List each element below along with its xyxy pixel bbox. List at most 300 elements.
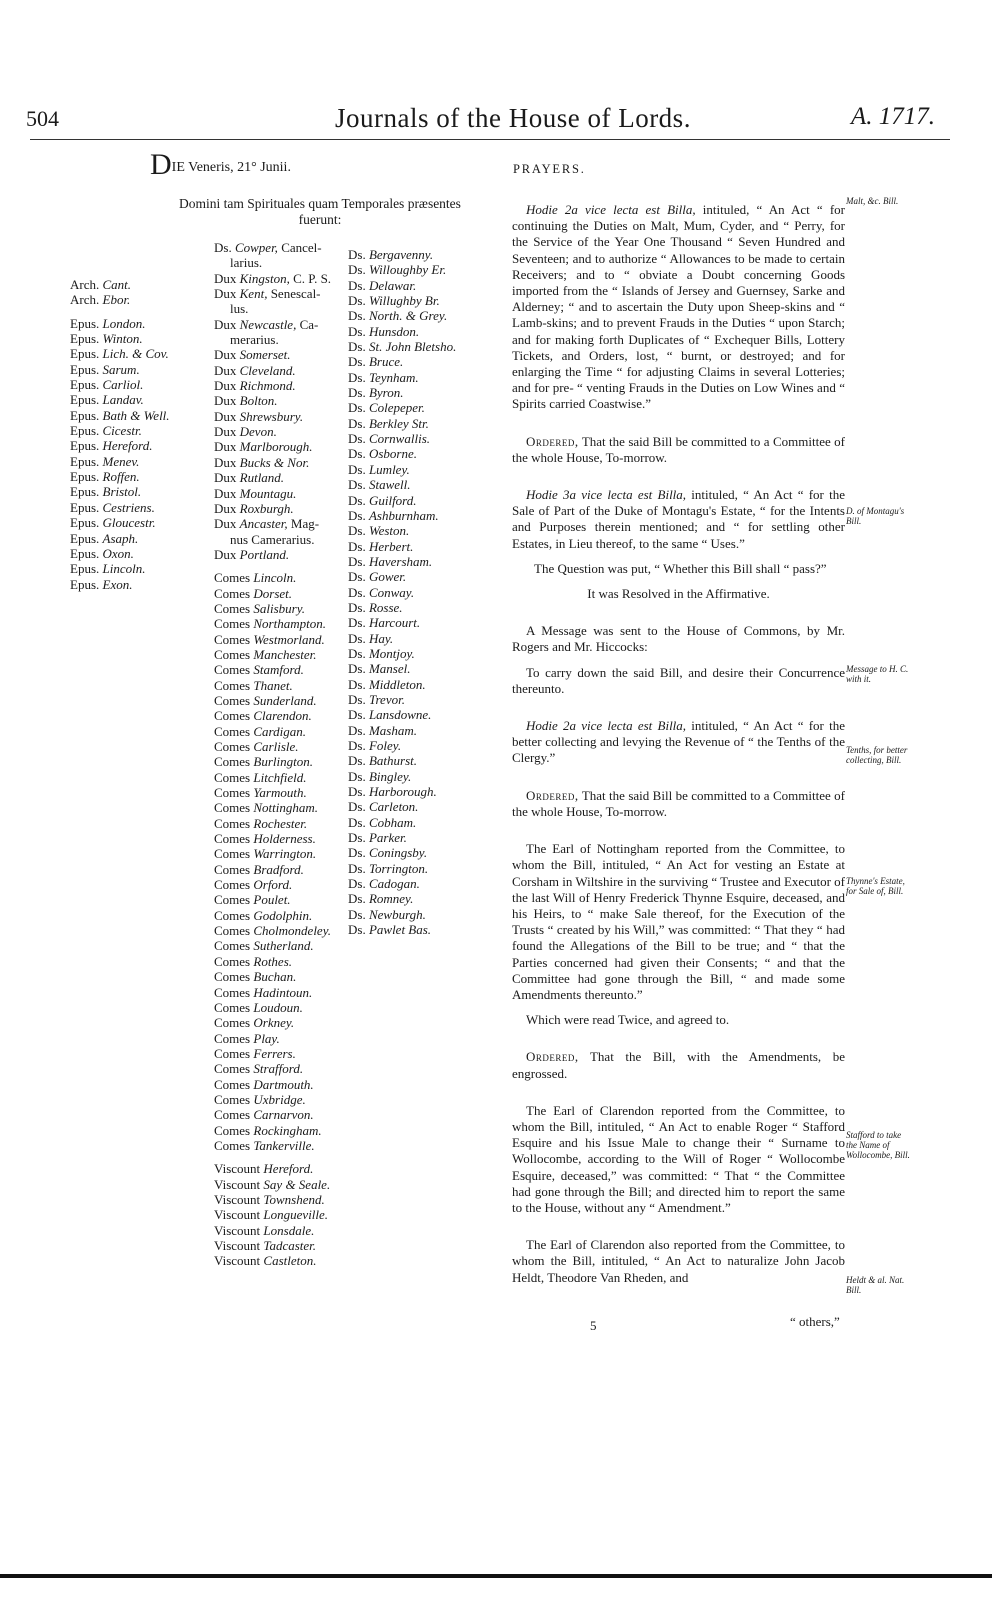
read-twice-line: Which were read Twice, and agreed to.	[526, 1012, 730, 1028]
peer-entry	[214, 363, 359, 378]
peer-entry	[348, 769, 488, 784]
message-paragraph: A Message was sent to the House of Commons, by Mr. Rogers and Mr. Hiccocks:	[512, 623, 845, 655]
peer-title: Ds.	[348, 906, 369, 922]
peer-title: Viscount	[214, 1207, 264, 1223]
peer-name: Newburgh.	[368, 906, 426, 922]
peer-name: Cobham.	[368, 814, 417, 830]
peer-office: lus.	[230, 301, 249, 317]
peer-name: Holderness.	[253, 831, 316, 847]
peer-title: Comes	[214, 800, 254, 816]
peer-title: Comes	[214, 646, 254, 662]
resolved-line: It was Resolved in the Affirmative.	[587, 586, 770, 602]
peer-name: Ancaster,	[239, 516, 288, 532]
peer-title: Ds.	[348, 860, 369, 876]
peer-entry	[348, 508, 488, 523]
peer-title: Comes	[214, 785, 254, 801]
peer-title: Ds.	[348, 630, 369, 646]
peer-title: Comes	[214, 999, 254, 1015]
peer-title: Comes	[214, 662, 254, 678]
peer-name: Bolton.	[239, 393, 278, 409]
page-title: Journals of the House of Lords.	[335, 103, 691, 133]
peer-entry	[348, 723, 488, 738]
peer-title: Epus.	[70, 561, 103, 577]
peer-name: Carlisle.	[253, 739, 299, 754]
margin-note-malt: Malt, &c. Bill.	[846, 196, 899, 206]
peer-name: Say & Seale.	[263, 1176, 331, 1192]
peer-entry	[348, 815, 488, 830]
peer-title: Viscount	[214, 1238, 264, 1253]
peer-name: Orkney.	[253, 1015, 295, 1031]
peer-entry	[214, 678, 359, 693]
peer-title: Comes	[214, 1076, 254, 1092]
peer-title: Epus.	[70, 530, 103, 546]
ordered-paragraph-3	[512, 1049, 845, 1081]
peer-title: Ds.	[348, 722, 369, 738]
peer-title: Ds.	[348, 891, 369, 907]
peer-name: Oxon.	[102, 545, 134, 561]
peer-title: Epus.	[70, 576, 103, 592]
header-rule	[30, 139, 950, 140]
peer-entry	[214, 393, 359, 408]
peer-entry	[214, 662, 359, 677]
peer-office: Mag-	[287, 516, 320, 532]
peer-title: Ds.	[348, 645, 369, 661]
peer-name: Ferrers.	[253, 1045, 296, 1061]
peer-title: Comes	[214, 892, 254, 908]
peer-title: Ds.	[348, 415, 369, 431]
peer-entry	[214, 1000, 359, 1015]
peer-entry	[214, 892, 359, 907]
margin-note-montagu: D. of Montagu's Bill.	[846, 506, 905, 526]
peer-title: Viscount	[214, 1176, 264, 1192]
peer-title: Comes	[214, 585, 254, 601]
peer-name: Hunsdon.	[368, 323, 420, 339]
peer-entry	[70, 577, 220, 592]
peer-entry	[348, 278, 488, 293]
peer-title: Comes	[214, 861, 254, 877]
peer-title: Comes	[214, 815, 254, 831]
peer-entry	[214, 455, 359, 470]
peer-entry	[348, 477, 488, 492]
peer-entry	[214, 785, 359, 800]
peer-name: Roxburgh.	[239, 500, 294, 516]
peer-name: Delawar.	[368, 277, 417, 293]
peer-title: Ds.	[348, 523, 369, 539]
peer-name: Northampton.	[253, 616, 326, 632]
peer-title: Ds.	[348, 876, 369, 892]
peer-name: Carliol.	[102, 377, 144, 393]
peer-name: Cant.	[102, 277, 132, 292]
peer-entry	[214, 724, 359, 739]
peer-title: Ds.	[348, 676, 369, 692]
peer-title: Ds.	[348, 339, 369, 355]
peer-name: Loudoun.	[253, 999, 303, 1015]
peer-office: larius.	[230, 255, 263, 271]
peer-entry	[214, 938, 359, 953]
peer-entry	[348, 554, 488, 569]
peer-name: Rochester.	[253, 815, 308, 831]
peer-name: Castleton.	[263, 1253, 317, 1269]
peer-name: Marlborough.	[239, 439, 313, 455]
peer-name: Teynham.	[368, 369, 419, 385]
peer-entry	[214, 1192, 359, 1207]
peer-entry	[348, 907, 488, 922]
peer-title: Comes	[214, 1030, 254, 1046]
peer-title: Epus.	[70, 423, 103, 439]
peer-entry	[214, 831, 359, 846]
peer-entry	[214, 1223, 359, 1238]
peer-title: Ds.	[348, 661, 369, 677]
peer-title: Comes	[214, 969, 254, 985]
list-gap	[70, 308, 220, 316]
peer-title: Viscount	[214, 1222, 264, 1238]
peer-entry	[348, 262, 488, 277]
peer-name: Exon.	[102, 576, 133, 592]
peer-title: Comes	[214, 769, 254, 785]
peer-title: Ds.	[348, 262, 369, 278]
malt-bill-paragraph	[512, 202, 845, 413]
peer-title: Dux	[214, 270, 240, 286]
peer-entry	[348, 569, 488, 584]
heldt-report-paragraph: The Earl of Clarendon also reported from the Committee, to whom the Bill, intituled, “ An Act to naturalize John Jacob Heldt, Theodore Van Rheden, and	[512, 1237, 845, 1285]
peer-entry	[348, 845, 488, 860]
peer-title: Ds.	[348, 553, 369, 569]
peer-title: Dux	[214, 378, 240, 394]
peer-entry	[214, 317, 359, 332]
peer-name: Landav.	[102, 392, 144, 408]
peer-title: Comes	[214, 953, 254, 969]
bottom-rule	[0, 1574, 992, 1578]
peer-title: Dux	[214, 454, 240, 470]
peer-name: Sunderland.	[253, 692, 317, 708]
peer-name: Cornwallis.	[368, 431, 430, 447]
peer-name: Harcourt.	[368, 615, 421, 631]
peer-name: Gloucestr.	[102, 515, 156, 531]
peer-entry	[214, 486, 359, 501]
peer-title: Ds.	[348, 707, 369, 723]
peer-name: Montjoy.	[368, 645, 415, 661]
peer-entry	[348, 646, 488, 661]
peer-name: Stamford.	[253, 662, 304, 678]
peer-entry	[348, 324, 488, 339]
peer-title: Ds.	[348, 385, 369, 401]
peer-title: Ds.	[348, 431, 369, 447]
peer-title: Epus.	[70, 438, 103, 454]
peer-entry	[70, 484, 220, 499]
peer-entry	[214, 532, 359, 547]
peer-entry	[70, 515, 220, 530]
dukes-earls-column	[214, 240, 359, 1269]
date-text: IE Veneris, 21° Junii.	[171, 160, 291, 175]
peer-name: St. John Bletsho.	[368, 339, 457, 355]
malt-bill-text: intituled, “ An Act “ for continuing the Duties on Malt, Mum, Cyder, and “ Perry, for the Service of the Year One Thousand “ Seven Hundred and Seventeen; and to authorize “ Allowances to be made to certain Receivers; and to “ obviate a Doubt concerning Goods imported from the “ Islands of Jersey and Guernsey, Sarke and Alderney; “ and to ascertain the Duty upon Sheep-skins and “ Lamb-skins; and to prevent Frauds in the Duties “ upon Starch; and for making forth Duplicates of “ Exchequer Bills, Lottery Tickets, and Orders, lost, “ burnt, or destroyed; and for enlarging the Time “ for adjusting Claims in several Lotteries; and for pre- “ venting Frauds in the Duties on Low Wines and “ Spirits carried Coastwise.”	[512, 202, 845, 412]
peer-title: Epus.	[70, 407, 103, 423]
peer-name: Cicestr.	[102, 423, 142, 439]
latin-phrase: Hodie 2a vice lecta est Billa,	[526, 202, 696, 217]
peer-entry	[70, 423, 220, 438]
peer-name: Townshend.	[263, 1191, 325, 1207]
peer-name: Bingley.	[368, 768, 412, 784]
peer-title: Viscount	[214, 1161, 264, 1177]
peer-title: Dux	[214, 408, 240, 424]
peer-entry	[348, 400, 488, 415]
peer-entry	[214, 862, 359, 877]
peer-office: nus Camerarius.	[230, 531, 315, 547]
peer-title: Dux	[214, 516, 240, 532]
peer-office: C. P. S.	[289, 270, 332, 286]
stafford-report-paragraph: The Earl of Clarendon reported from the Committee, to whom the Bill, intituled, “ An Act to enable Roger “ Stafford Esquire and his Issue Male to change their “ Surname to Wollocombe, according to the Will of Roger “ Wollocombe Esquire, deceased,” was committed: “ That “ the Committee had gone through the Bill; and directed him to report the same to the House, without any “ Amendment.”	[512, 1102, 845, 1215]
peer-title: Epus.	[70, 331, 103, 347]
peer-name: Litchfield.	[253, 769, 307, 785]
attendance-heading-line2: fuerunt:	[298, 212, 342, 227]
ordered-label: Ordered,	[526, 433, 579, 449]
peer-entry	[214, 1077, 359, 1092]
peer-entry	[214, 954, 359, 969]
peer-entry	[214, 1207, 359, 1222]
peer-name: Byron.	[368, 385, 404, 401]
peer-entry	[70, 331, 220, 346]
peer-name: Burlington.	[253, 754, 313, 770]
peer-entry	[348, 585, 488, 600]
signature-mark: 5	[590, 1318, 597, 1333]
date-line	[150, 150, 291, 180]
peer-title: Ds.	[348, 354, 369, 370]
ordered-paragraph-2	[512, 788, 845, 820]
latin-phrase: Hodie 2a vice lecta est Billa,	[526, 718, 687, 734]
peer-entry	[214, 647, 359, 662]
peer-title: Comes	[214, 616, 254, 632]
peer-title: Comes	[214, 739, 254, 754]
peer-name: Buchan.	[253, 969, 297, 985]
peer-name: Bruce.	[368, 354, 404, 370]
peer-name: Nottingham.	[253, 800, 319, 816]
peer-name: Orford.	[253, 877, 293, 893]
peer-entry	[348, 293, 488, 308]
prayers-heading: PRAYERS.	[513, 162, 586, 176]
peer-entry	[214, 1046, 359, 1061]
peer-name: Newcastle,	[239, 316, 297, 332]
peer-name: Dartmouth.	[253, 1076, 314, 1092]
peer-name: Dorset.	[253, 585, 293, 601]
peer-title: Comes	[214, 754, 254, 770]
peer-name: Cholmondeley.	[253, 923, 332, 939]
peer-title: Comes	[214, 984, 254, 1000]
peer-entry	[214, 616, 359, 631]
peer-entry	[348, 600, 488, 615]
peer-title: Comes	[214, 631, 254, 647]
peer-office: Senescal-	[267, 286, 321, 302]
peer-title: Dux	[214, 485, 240, 501]
peer-name: Hereford.	[263, 1161, 314, 1177]
peer-name: Willoughby Er.	[368, 262, 447, 278]
peer-entry	[214, 586, 359, 601]
peer-title: Comes	[214, 1122, 254, 1138]
peer-title: Ds.	[348, 507, 369, 523]
peer-entry	[348, 247, 488, 262]
barons-column	[348, 247, 488, 937]
peer-name: Guilford.	[368, 492, 417, 508]
peer-entry	[214, 286, 359, 301]
peer-title: Ds.	[348, 293, 369, 309]
peer-entry	[214, 501, 359, 516]
peer-entry	[348, 661, 488, 676]
peer-title: Comes	[214, 877, 254, 893]
peer-title: Dux	[214, 424, 240, 440]
peer-entry	[348, 354, 488, 369]
peer-title: Comes	[214, 923, 254, 939]
peer-name: Hay.	[368, 630, 394, 646]
peer-title: Ds.	[348, 492, 369, 508]
peer-entry	[348, 615, 488, 630]
peer-entry	[214, 693, 359, 708]
peer-entry	[70, 377, 220, 392]
peer-entry	[70, 392, 220, 407]
peer-title: Epus.	[70, 499, 103, 515]
peer-entry	[214, 547, 359, 562]
peer-title: Comes	[214, 600, 254, 616]
page-number: 504	[26, 106, 59, 131]
peer-entry	[214, 1123, 359, 1138]
peer-entry	[214, 240, 359, 255]
peer-title: Ds.	[348, 538, 369, 554]
peer-name: Weston.	[368, 523, 410, 539]
peer-title: Comes	[214, 846, 254, 862]
peer-title: Epus.	[70, 484, 103, 500]
catchword: “ others,”	[790, 1314, 840, 1329]
peer-name: Westmorland.	[253, 631, 325, 647]
ordered-label: Ordered,	[526, 787, 579, 803]
peer-title: Comes	[214, 1107, 254, 1123]
peer-entry	[348, 370, 488, 385]
peer-title: Dux	[214, 316, 240, 332]
latin-phrase: Hodie 3a vice lecta est Billa,	[526, 487, 687, 503]
montagu-bill-paragraph	[512, 487, 845, 552]
peer-name: Kingston,	[239, 270, 290, 286]
peer-name: Harborough.	[368, 784, 437, 800]
peer-entry	[214, 570, 359, 585]
margin-note-thynne: Thynne's Estate, for Sale of, Bill.	[846, 876, 905, 896]
peer-name: London.	[102, 315, 146, 331]
peer-title: Ds.	[348, 323, 369, 339]
peer-name: Warrington.	[253, 846, 317, 862]
peer-name: Bristol.	[102, 484, 142, 500]
peer-name: Somerset.	[239, 347, 291, 363]
list-gap	[214, 562, 359, 570]
attendance-heading	[150, 196, 490, 228]
peer-name: Devon.	[239, 424, 277, 440]
peer-name: Mountagu.	[239, 485, 297, 501]
drop-initial: D	[150, 148, 172, 181]
peer-name: Rothes.	[253, 953, 293, 969]
peer-name: Lansdowne.	[368, 707, 432, 723]
peer-entry	[214, 424, 359, 439]
peer-title: Ds.	[348, 369, 369, 385]
peer-name: Rockingham.	[253, 1122, 322, 1138]
peer-name: Ebor.	[102, 292, 131, 308]
peer-title: Ds.	[348, 753, 369, 769]
peer-entry	[214, 470, 359, 485]
margin-note-message: Message to H. C. with it.	[846, 664, 909, 684]
peer-name: Pawlet Bas.	[368, 922, 432, 938]
peer-name: Sarum.	[102, 361, 140, 377]
peer-name: Torrington.	[368, 860, 429, 876]
peer-office: merarius.	[230, 332, 279, 348]
peer-entry	[348, 738, 488, 753]
peer-title: Ds.	[348, 784, 369, 800]
peer-entry	[214, 409, 359, 424]
peer-title: Ds.	[348, 799, 369, 815]
peer-name: Bradford.	[253, 861, 304, 877]
peer-title: Ds.	[348, 738, 369, 753]
peer-entry	[214, 301, 359, 316]
peer-entry	[348, 308, 488, 323]
peer-entry	[214, 378, 359, 393]
peer-name: Gower.	[368, 569, 407, 585]
peer-name: Menev.	[102, 453, 140, 469]
peer-name: Lich. & Cov.	[102, 346, 169, 362]
peer-title: Epus.	[70, 377, 103, 393]
peer-entry	[348, 493, 488, 508]
ordered-paragraph-1	[512, 434, 845, 466]
peer-title: Comes	[214, 677, 254, 693]
tenths-bill-text: intituled, “ An Act “ for the better collecting and levying the Revenue of “ the Tenths of the Clergy.”	[512, 718, 845, 766]
peer-entry	[70, 408, 220, 423]
peer-entry	[348, 446, 488, 461]
peer-entry	[214, 347, 359, 362]
peer-name: Lincoln.	[102, 561, 146, 577]
peer-name: Hadintoun.	[253, 984, 313, 1000]
peer-name: Colepeper.	[368, 400, 425, 416]
peer-title: Comes	[214, 723, 254, 739]
peer-entry	[348, 539, 488, 554]
peer-name: Tadcaster.	[263, 1238, 317, 1253]
peer-title: Ds.	[348, 922, 369, 938]
peer-name: Hereford.	[102, 438, 153, 454]
peer-name: Uxbridge.	[253, 1091, 306, 1107]
bishops-column	[70, 277, 220, 592]
peer-entry	[348, 922, 488, 937]
peer-title: Ds.	[348, 247, 369, 262]
margin-note-tenths: Tenths, for better collecting, Bill.	[846, 745, 908, 765]
peer-name: Lincoln.	[253, 570, 297, 586]
peer-name: North. & Grey.	[368, 308, 448, 324]
question-line: The Question was put, “ Whether this Bill shall “ pass?”	[534, 560, 827, 576]
peer-title: Dux	[214, 470, 240, 486]
peer-name: Osborne.	[368, 446, 417, 462]
peer-name: Cardigan.	[253, 723, 306, 739]
peer-name: Romney.	[368, 891, 414, 907]
peer-entry	[348, 799, 488, 814]
peer-entry	[70, 561, 220, 576]
peer-entry	[214, 846, 359, 861]
peer-entry	[348, 830, 488, 845]
peer-entry	[214, 770, 359, 785]
peer-entry	[348, 339, 488, 354]
peer-title: Comes	[214, 1137, 254, 1153]
peer-entry	[214, 708, 359, 723]
peer-entry	[70, 500, 220, 515]
peer-entry	[348, 876, 488, 891]
peer-entry	[214, 1238, 359, 1253]
peer-name: Bergavenny.	[368, 247, 434, 262]
peer-name: Yarmouth.	[253, 785, 307, 801]
peer-entry	[348, 631, 488, 646]
peer-entry	[70, 316, 220, 331]
peer-name: Cadogan.	[368, 876, 420, 892]
peer-title: Viscount	[214, 1191, 264, 1207]
peer-entry	[214, 908, 359, 923]
peer-title: Ds.	[348, 569, 369, 585]
